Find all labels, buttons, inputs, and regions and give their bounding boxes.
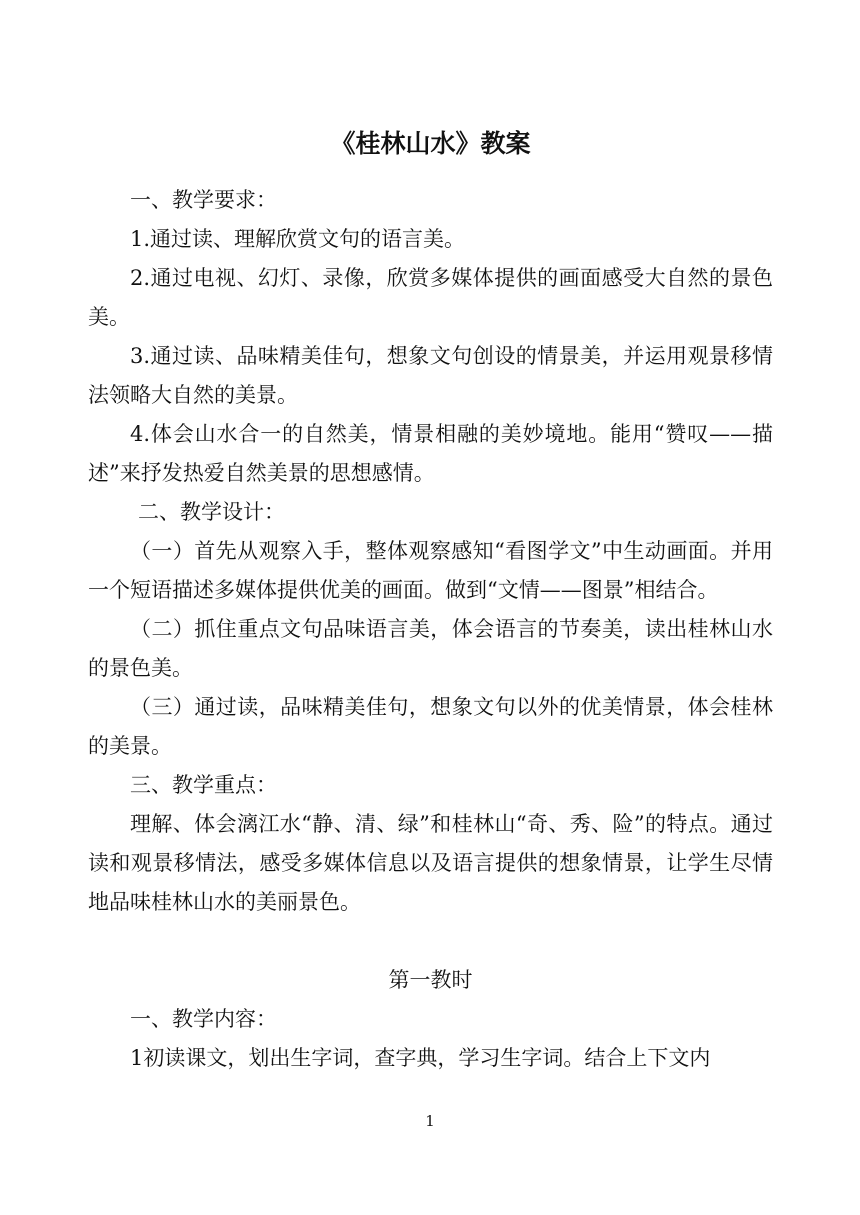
requirement-item-2: 2.通过电视、幻灯、录像，欣赏多媒体提供的画面感受大自然的景色美。	[88, 266, 773, 329]
design-item-3: （三）通过读，品味精美佳句，想象文句以外的优美情景，体会桂林的美景。	[88, 695, 773, 758]
page-number: 1	[425, 1112, 435, 1130]
section-heading-teaching-design: 二、教学设计：	[138, 500, 285, 524]
document-content	[88, 122, 773, 1078]
requirement-item-1: 1.通过读、理解欣赏文句的语言美。	[130, 227, 466, 251]
lesson-title: 第一教时	[388, 968, 473, 992]
requirement-item-4: 4.体会山水合一的自然美，情景相融的美妙境地。能用“赞叹——描述”来抒发热爱自然美景的思想感情。	[88, 422, 773, 485]
section-heading-teaching-content: 一、教学内容：	[130, 1007, 277, 1031]
design-item-1: （一）首先从观察入手，整体观察感知“看图学文”中生动画面。并用一个短语描述多媒体提供优美的画面。做到“文情——图景”相结合。	[88, 539, 773, 602]
document-title: 《桂林山水》教案	[330, 129, 531, 158]
section-heading-teaching-focus: 三、教学重点：	[130, 773, 277, 797]
teaching-focus-text: 理解、体会漓江水“静、清、绿”和桂林山“奇、秀、险”的特点。通过读和观景移情法，感受多媒体信息以及语言提供的想象情景，让学生尽情地品味桂林山水的美丽景色。	[88, 812, 773, 914]
teaching-content-item-1: 1初读课文，划出生字词，查字典，学习生字词。结合上下文内	[130, 1046, 711, 1070]
section-heading-teaching-requirements: 一、教学要求：	[130, 188, 277, 212]
requirement-item-3: 3.通过读、品味精美佳句，想象文句创设的情景美，并运用观景移情法领略大自然的美景。	[88, 344, 773, 407]
design-item-2: （二）抓住重点文句品味语言美，体会语言的节奏美，读出桂林山水的景色美。	[88, 617, 773, 680]
